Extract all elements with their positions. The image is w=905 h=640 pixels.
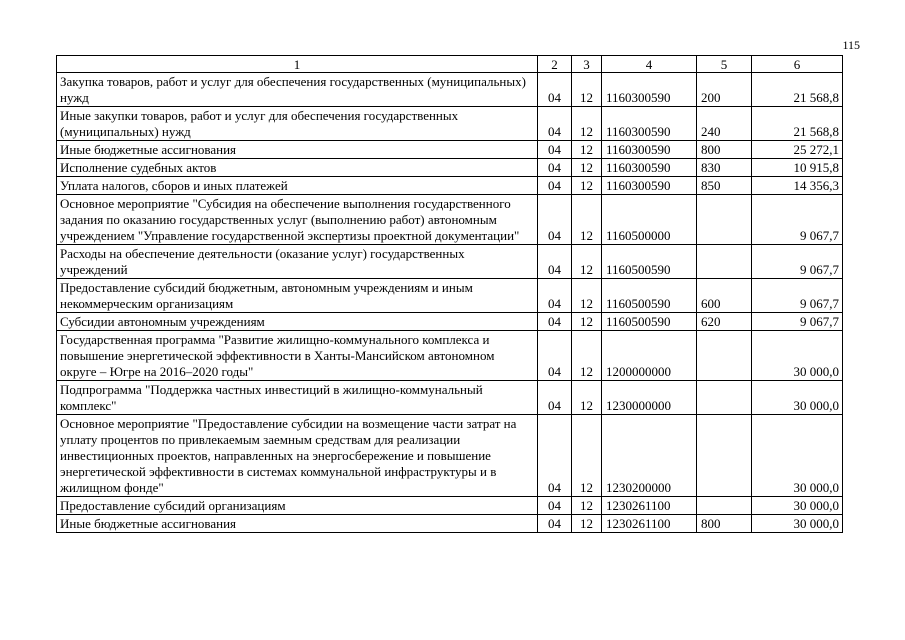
row-target-article-cell: 1160300590 <box>602 177 697 195</box>
table-row <box>57 195 843 245</box>
row-amount-cell: 10 915,8 <box>752 159 843 177</box>
row-name-cell: Уплата налогов, сборов и иных платежей <box>57 177 538 195</box>
row-amount-cell: 9 067,7 <box>752 313 843 331</box>
row-target-article-cell: 1200000000 <box>602 331 697 381</box>
row-amount-cell: 30 000,0 <box>752 497 843 515</box>
row-amount-cell: 30 000,0 <box>752 515 843 533</box>
row-amount-cell: 25 272,1 <box>752 141 843 159</box>
table-row <box>57 515 843 533</box>
row-amount-cell: 9 067,7 <box>752 195 843 245</box>
row-name-cell: Основное мероприятие "Субсидия на обеспечение выполнения государственного задания по оказанию государственных услуг (выполнению работ) автономным учреждением "Управление государственной экспертизы проектной документации" <box>57 195 538 245</box>
row-section-cell: 04 <box>538 313 572 331</box>
row-target-article-cell: 1160300590 <box>602 159 697 177</box>
row-expense-type-cell <box>697 497 752 515</box>
row-expense-type-cell <box>697 415 752 497</box>
row-section-cell: 04 <box>538 245 572 279</box>
budget-table <box>56 55 843 533</box>
row-name-cell: Иные бюджетные ассигнования <box>57 141 538 159</box>
row-expense-type-cell: 200 <box>697 73 752 107</box>
table-row <box>57 415 843 497</box>
row-expense-type-cell: 800 <box>697 141 752 159</box>
row-subsection-cell: 12 <box>572 279 602 313</box>
row-name-cell: Закупка товаров, работ и услуг для обеспечения государственных (муниципальных) нужд <box>57 73 538 107</box>
row-target-article-cell: 1160500590 <box>602 279 697 313</box>
row-section-cell: 04 <box>538 195 572 245</box>
row-expense-type-cell: 800 <box>697 515 752 533</box>
row-subsection-cell: 12 <box>572 141 602 159</box>
row-subsection-cell: 12 <box>572 107 602 141</box>
row-section-cell: 04 <box>538 331 572 381</box>
header-col-3: 3 <box>572 56 602 73</box>
row-subsection-cell: 12 <box>572 313 602 331</box>
header-col-4: 4 <box>602 56 697 73</box>
row-amount-cell: 21 568,8 <box>752 107 843 141</box>
table-row <box>57 159 843 177</box>
table-row <box>57 381 843 415</box>
row-subsection-cell: 12 <box>572 415 602 497</box>
row-section-cell: 04 <box>538 177 572 195</box>
row-section-cell: 04 <box>538 73 572 107</box>
table-row <box>57 73 843 107</box>
table-row <box>57 331 843 381</box>
row-expense-type-cell <box>697 331 752 381</box>
row-target-article-cell: 1160300590 <box>602 73 697 107</box>
row-subsection-cell: 12 <box>572 331 602 381</box>
row-section-cell: 04 <box>538 159 572 177</box>
row-section-cell: 04 <box>538 107 572 141</box>
row-expense-type-cell: 830 <box>697 159 752 177</box>
row-amount-cell: 21 568,8 <box>752 73 843 107</box>
row-target-article-cell: 1230261100 <box>602 515 697 533</box>
table-row <box>57 107 843 141</box>
header-col-5: 5 <box>697 56 752 73</box>
row-section-cell: 04 <box>538 497 572 515</box>
row-section-cell: 04 <box>538 381 572 415</box>
header-row <box>57 56 843 73</box>
table-row <box>57 177 843 195</box>
header-col-1: 1 <box>57 56 538 73</box>
row-expense-type-cell <box>697 195 752 245</box>
row-subsection-cell: 12 <box>572 245 602 279</box>
row-name-cell: Основное мероприятие "Предоставление субсидии на возмещение части затрат на уплату процентов по привлекаемым заемным средствам для реализации инвестиционных проектов, направленных на энергосбережение и повышение энергетической эффективности в системах коммунальной инфраструктуры и в жилищном фонде" <box>57 415 538 497</box>
row-expense-type-cell: 600 <box>697 279 752 313</box>
table-row <box>57 497 843 515</box>
row-section-cell: 04 <box>538 415 572 497</box>
row-expense-type-cell <box>697 381 752 415</box>
row-name-cell: Предоставление субсидий организациям <box>57 497 538 515</box>
row-target-article-cell: 1230261100 <box>602 497 697 515</box>
row-subsection-cell: 12 <box>572 497 602 515</box>
row-subsection-cell: 12 <box>572 73 602 107</box>
row-target-article-cell: 1230000000 <box>602 381 697 415</box>
row-expense-type-cell: 620 <box>697 313 752 331</box>
page-number: 115 <box>842 38 860 52</box>
row-name-cell: Иные закупки товаров, работ и услуг для обеспечения государственных (муниципальных) нужд <box>57 107 538 141</box>
row-name-cell: Расходы на обеспечение деятельности (оказание услуг) государственных учреждений <box>57 245 538 279</box>
row-amount-cell: 30 000,0 <box>752 415 843 497</box>
row-target-article-cell: 1160300590 <box>602 141 697 159</box>
row-subsection-cell: 12 <box>572 515 602 533</box>
row-section-cell: 04 <box>538 141 572 159</box>
header-col-2: 2 <box>538 56 572 73</box>
row-section-cell: 04 <box>538 515 572 533</box>
header-col-6: 6 <box>752 56 843 73</box>
row-amount-cell: 30 000,0 <box>752 331 843 381</box>
table-row <box>57 279 843 313</box>
row-expense-type-cell: 850 <box>697 177 752 195</box>
row-target-article-cell: 1160500000 <box>602 195 697 245</box>
row-expense-type-cell: 240 <box>697 107 752 141</box>
row-subsection-cell: 12 <box>572 195 602 245</box>
row-section-cell: 04 <box>538 279 572 313</box>
row-amount-cell: 9 067,7 <box>752 245 843 279</box>
row-amount-cell: 9 067,7 <box>752 279 843 313</box>
row-expense-type-cell <box>697 245 752 279</box>
row-name-cell: Субсидии автономным учреждениям <box>57 313 538 331</box>
row-amount-cell: 14 356,3 <box>752 177 843 195</box>
row-subsection-cell: 12 <box>572 177 602 195</box>
row-target-article-cell: 1160500590 <box>602 313 697 331</box>
row-name-cell: Подпрограмма "Поддержка частных инвестиций в жилищно-коммунальный комплекс" <box>57 381 538 415</box>
row-target-article-cell: 1160300590 <box>602 107 697 141</box>
table-row <box>57 141 843 159</box>
row-name-cell: Исполнение судебных актов <box>57 159 538 177</box>
row-target-article-cell: 1160500590 <box>602 245 697 279</box>
row-subsection-cell: 12 <box>572 159 602 177</box>
table-row <box>57 245 843 279</box>
row-name-cell: Государственная программа "Развитие жилищно-коммунального комплекса и повышение энергетической эффективности в Ханты-Мансийском автономном округе – Югре на 2016–2020 годы" <box>57 331 538 381</box>
row-name-cell: Иные бюджетные ассигнования <box>57 515 538 533</box>
table-row <box>57 313 843 331</box>
row-target-article-cell: 1230200000 <box>602 415 697 497</box>
row-amount-cell: 30 000,0 <box>752 381 843 415</box>
row-name-cell: Предоставление субсидий бюджетным, автономным учреждениям и иным некоммерческим организациям <box>57 279 538 313</box>
row-subsection-cell: 12 <box>572 381 602 415</box>
